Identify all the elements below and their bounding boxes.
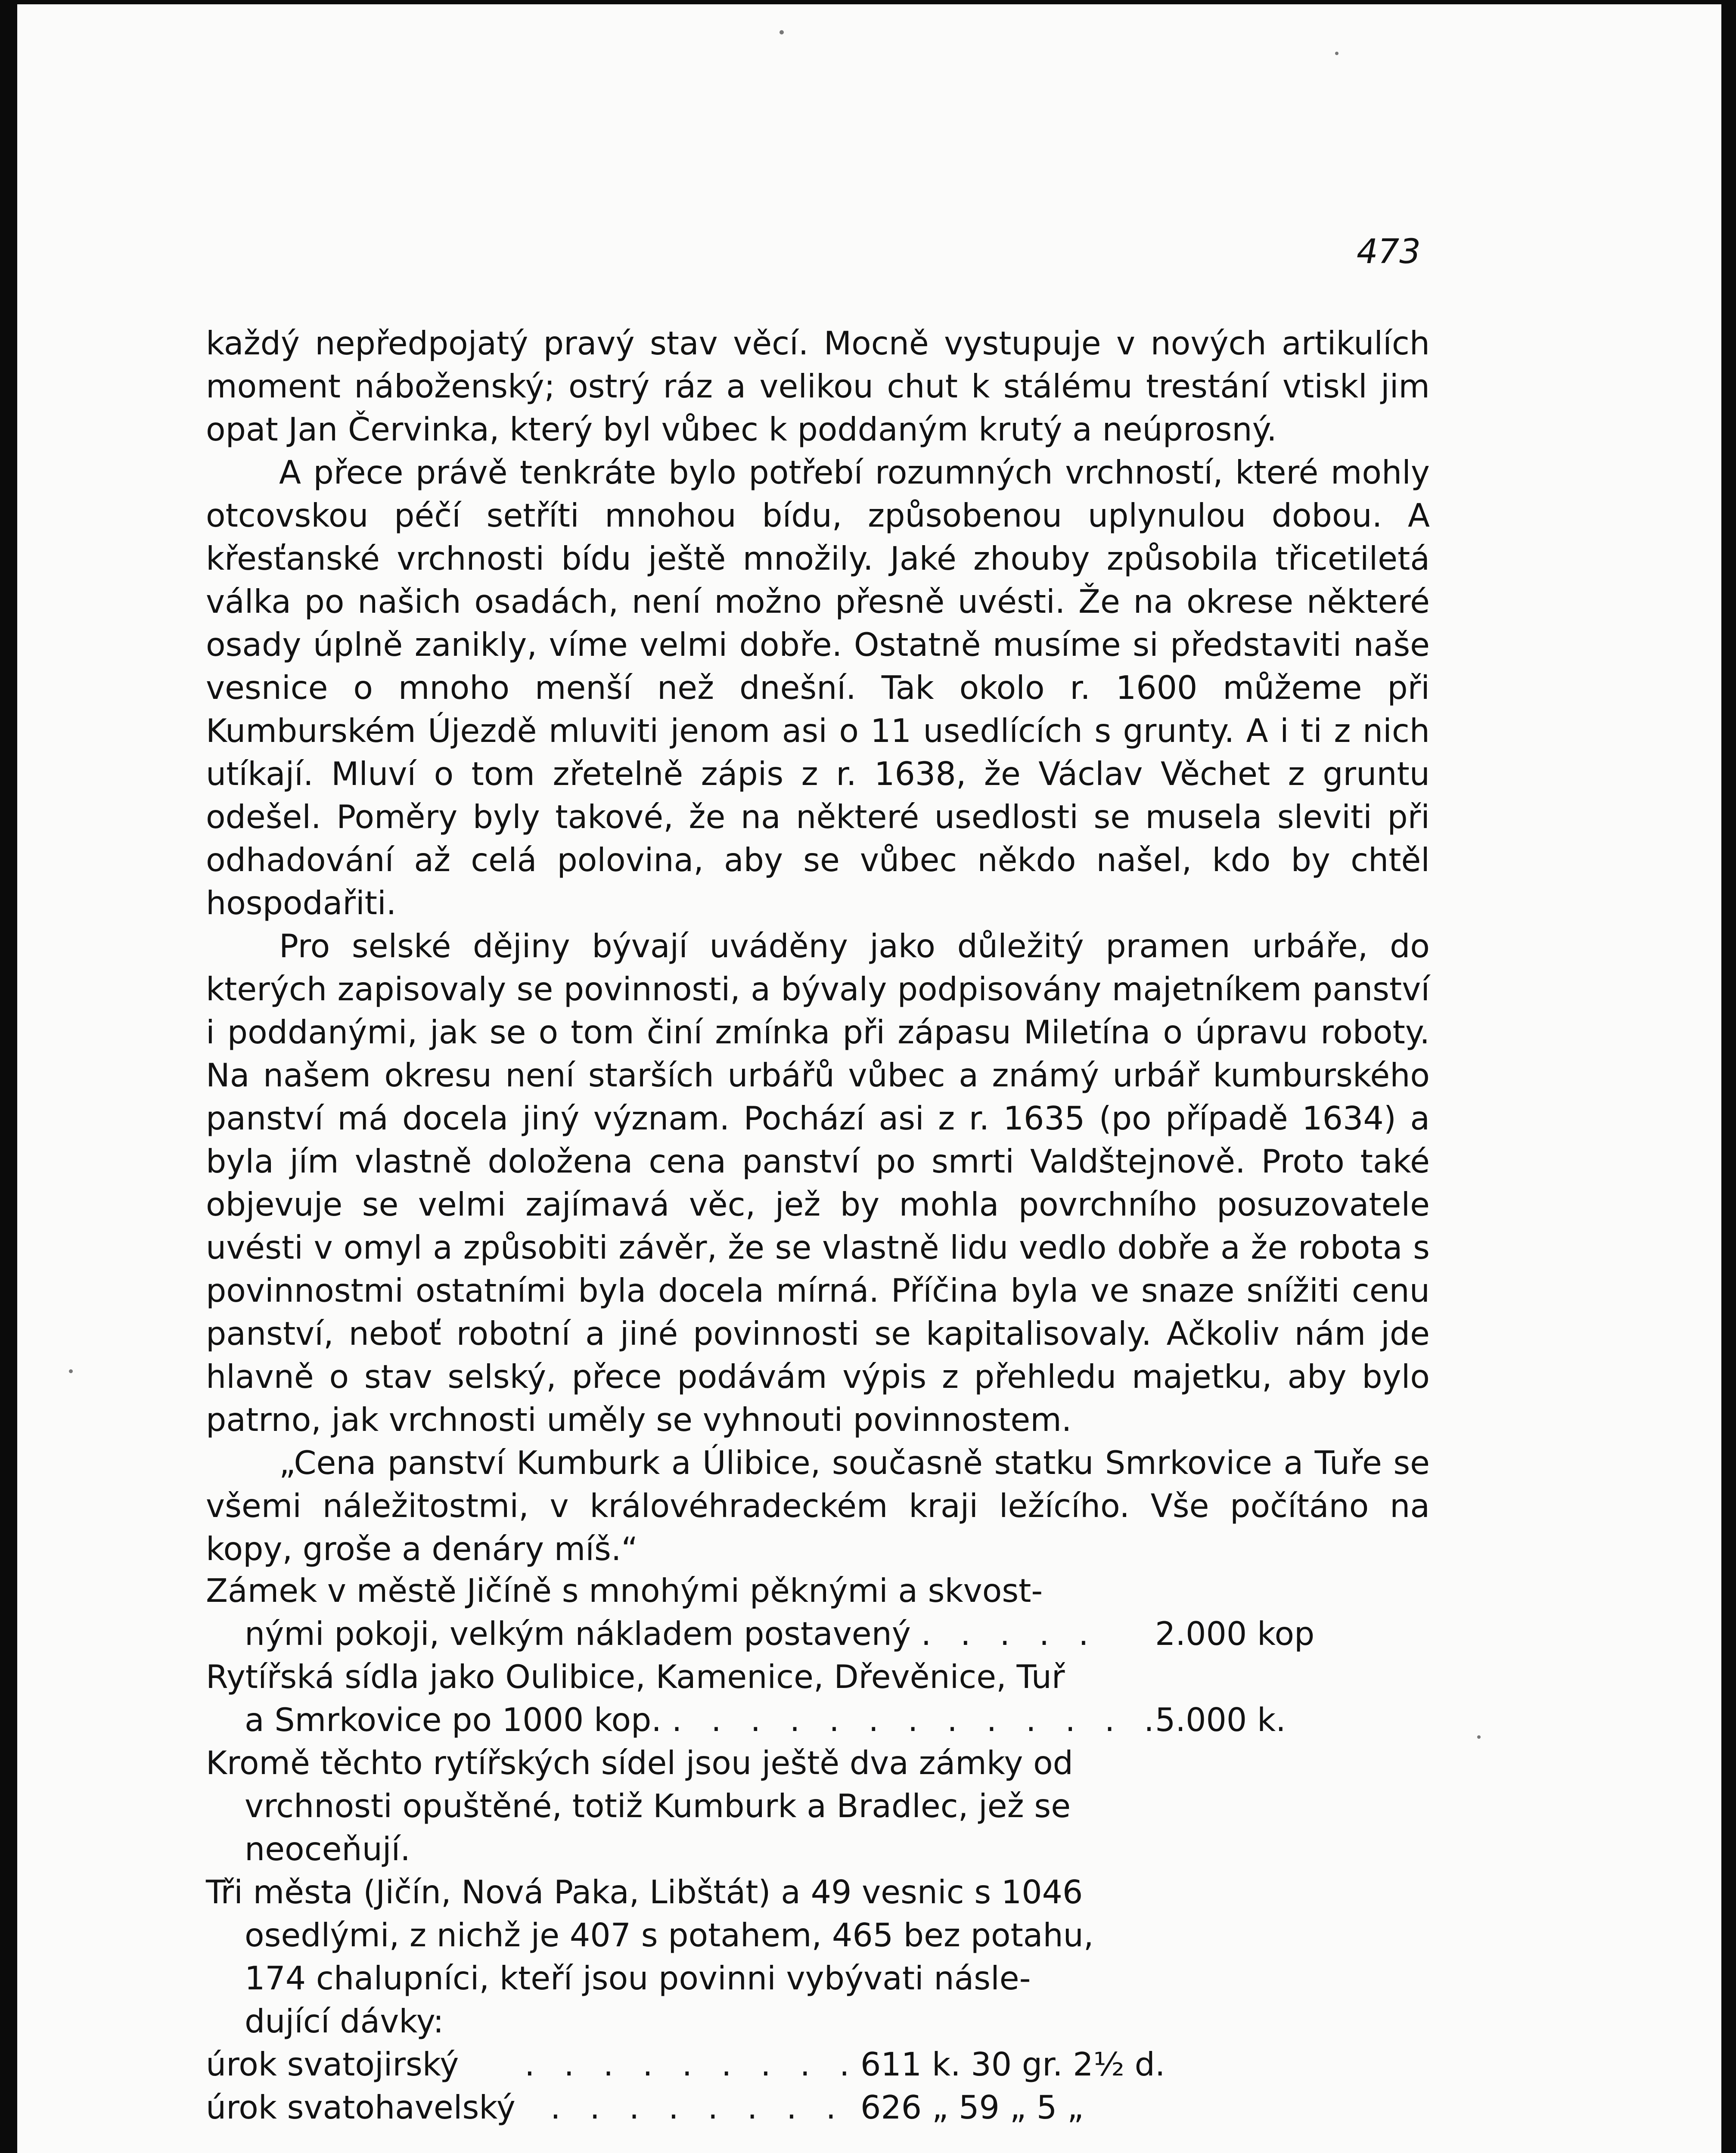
ledger-entry xyxy=(206,1742,1326,1871)
ledger-entry-text: a Smrkovice po 1000 kop. xyxy=(245,1701,662,1739)
body-text xyxy=(206,322,1430,1571)
scan-speck xyxy=(779,30,784,34)
ledger-entry-line: Rytířská sídla jako Oulibice, Kamenice, Dřevěnice, Tuř xyxy=(206,1658,1065,1696)
fee-label: úrok svatohavelský xyxy=(206,2089,516,2126)
fee-value: 626 „ 59 „ 5 „ xyxy=(860,2089,1084,2126)
dot-leader: . . . . . . . . . xyxy=(525,2046,859,2083)
ledger-entry-line: 174 chalupníci, kteří jsou povinni vybývati násle- xyxy=(245,1960,1031,1997)
ledger-entry-line: Zámek v městě Jičíně s mnohými pěknými a skvost- xyxy=(206,1572,1043,1610)
ledger-entry xyxy=(206,1570,1326,1656)
scan-speck xyxy=(1477,1735,1481,1739)
paragraph: každý nepředpojatý pravý stav věcí. Mocně vystupuje v nových artikulích moment náboženský; ostrý ráz a velikou chut k stálému trestání vtiskl jim opat Jan Červinka, který byl vůbec k poddaným krutý a neúprosný. xyxy=(206,325,1430,448)
ledger-entry xyxy=(206,1871,1326,2043)
ledger-entry xyxy=(206,1656,1326,1742)
scan-speck xyxy=(1335,52,1338,55)
paragraph: A přece právě tenkráte bylo potřebí rozumných vrchností, které mohly otcovskou péčí setříti mnohou bídu, způsobenou uplynulou dobou. A křesťanské vrchnosti bídu ještě množily. Jaké zhouby způsobila třicetiletá válka po našich osadách, není možno přesně uvésti. Že na okrese některé osady úplně zanikly, víme velmi dobře. Ostatně musíme si představiti naše vesnice o mnoho menší než dnešní. Tak okolo r. 1600 můžeme při Kumburském Újezdě mluviti jenom asi o 11 usedlících s grunty. A i ti z nich utíkají. Mluví o tom zřetelně zápis z r. 1638, že Václav Věchet z gruntu odešel. Poměry byly takové, že na některé usedlosti se musela sleviti při odhadování až celá polovina, aby se vůbec někdo našel, kdo by chtěl hospodařiti. xyxy=(206,454,1430,922)
fee-row xyxy=(206,2086,1326,2129)
ledger-entry-line: Tři města (Jičín, Nová Paka, Libštát) a 49 vesnic s 1046 xyxy=(206,1874,1083,1911)
page-number: 473 xyxy=(1357,233,1421,271)
ledger-entry-line: osedlými, z nichž je 407 s potahem, 465 bez potahu, xyxy=(245,1917,1094,1954)
ledger-amount: 2.000 kop xyxy=(1155,1615,1315,1653)
fee-value: 611 k. 30 gr. 2½ d. xyxy=(860,2046,1165,2083)
ledger-entry-text: nými pokoji, velkým nákladem postavený xyxy=(245,1615,911,1653)
dot-leader: . . . . . xyxy=(921,1615,1098,1653)
dot-leader: . . . . . . . . xyxy=(550,2089,846,2126)
valuation-ledger xyxy=(206,1570,1326,2129)
ledger-entry-line: neoceňují. xyxy=(245,1830,410,1868)
paragraph: Pro selské dějiny bývají uváděny jako důležitý pramen urbáře, do kterých zapisovaly se povinnosti, a bývaly podpisovány majetníkem panství i poddanými, jak se o tom činí zmínka při zápasu Miletína o úpravu roboty. Na našem okresu není starších urbářů vůbec a známý urbář kumburského panství má docela jiný význam. Pochází asi z r. 1635 (po případě 1634) a byla jím vlastně doložena cena panství po smrti Valdštejnově. Proto také objevuje se velmi zajímavá věc, jež by mohla povrchního posuzovatele uvésti v omyl a způsobiti závěr, že se vlastně lidu vedlo dobře a že robota s povinnostmi ostatními byla docela mírná. Příčina byla ve snaze snížiti cenu panství, neboť robotní a jiné povinnosti se kapitalisovaly. Ačkoliv nám jde hlavně o stav selský, přece podávám výpis z přehledu majetku, aby bylo patrno, jak vrchnosti uměly se vyhnouti povinnostem. xyxy=(206,928,1430,1439)
ledger-amount: 5.000 k. xyxy=(1155,1701,1286,1739)
ledger-entry-line: vrchnosti opuštěné, totiž Kumburk a Bradlec, jež se xyxy=(245,1787,1071,1825)
scan-speck xyxy=(69,1369,73,1373)
fee-label: úrok svatojirský xyxy=(206,2046,459,2083)
dot-leader: . . . . . . . . . . . . . xyxy=(671,1701,1164,1739)
ledger-entry-line: dující dávky: xyxy=(245,2003,444,2040)
paragraph: „Cena panství Kumburk a Úlibice, současně statku Smrkovice a Tuře se všemi náležitostmi, v královéhradeckém kraji ležícího. Vše počítáno na kopy, groše a denáry míš.“ xyxy=(206,1444,1430,1568)
fee-row xyxy=(206,2043,1326,2086)
ledger-entry-line: Kromě těchto rytířských sídel jsou ještě dva zámky od xyxy=(206,1744,1073,1782)
